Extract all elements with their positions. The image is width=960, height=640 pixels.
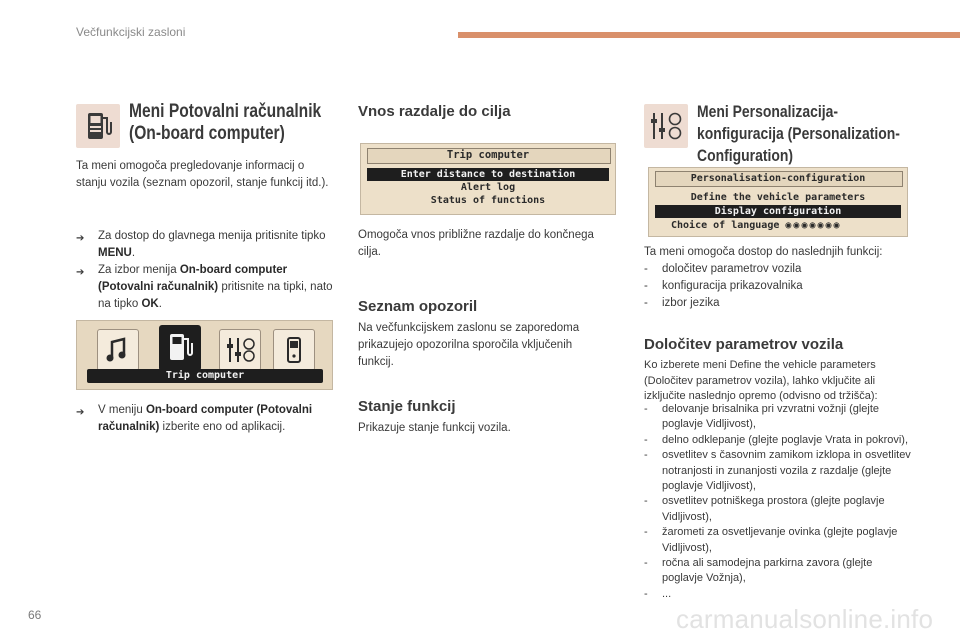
section-title: Večfunkcijski zasloni	[76, 25, 186, 39]
col1-instruction-3	[76, 402, 334, 436]
list-item: - določitev parametrov vozila	[644, 263, 802, 275]
list-item: - konfiguracija prikazovalnika	[644, 280, 803, 292]
menu-icon-phone[interactable]	[273, 329, 315, 371]
screen-title: Personalisation-configuration	[690, 173, 866, 184]
sliders-icon	[220, 330, 260, 370]
status-description: Prikazuje stanje funkcij vozila.	[358, 422, 511, 434]
language-flags-icon: ◉◉◉◉◉◉◉	[785, 220, 842, 231]
main-menu-label: Trip computer	[165, 370, 245, 381]
col1-title-line1: Meni Potovalni računalnik	[129, 101, 322, 122]
screen-row-selected[interactable]: Enter distance to destination	[367, 168, 609, 181]
trip-computer-icon-box	[76, 104, 120, 148]
vehicle-parameters-description: Ko izberete meni Define the vehicle parameters (Določitev parametrov vozila), lahko vključite ali izključite naslednjo opremo (odvisno od tržišča):	[644, 359, 878, 402]
main-menu-screen	[76, 320, 333, 390]
screen-row-language[interactable]: Choice of language ◉◉◉◉◉◉◉	[671, 220, 842, 231]
main-menu-label-bar	[87, 369, 323, 383]
heading-status: Stanje funkcij	[358, 398, 456, 415]
col3-title-line1: Meni Personalizacija-	[697, 102, 839, 121]
heading-vehicle-parameters: Določitev parametrov vozila	[644, 336, 844, 353]
functions-list	[644, 261, 914, 312]
col3-intro: Ta meni omogoča dostop do naslednjih funkcij:	[644, 246, 883, 258]
arrow-bullet-icon: ➔	[76, 267, 85, 278]
list-item: - izbor jezika	[644, 297, 720, 309]
screen-row[interactable]: Status of functions	[430, 195, 546, 206]
sliders-icon	[644, 104, 688, 148]
instruction-item: ➔ Za dostop do glavnega menija pritisnite tipko MENU.	[76, 228, 334, 262]
screen-row[interactable]: Alert log	[460, 182, 516, 193]
col3-title-line3: Configuration)	[697, 146, 794, 165]
col3-title	[697, 101, 945, 167]
page-number: 66	[28, 608, 42, 622]
heading-alert-log: Seznam opozoril	[358, 298, 478, 315]
menu-icon-audio[interactable]	[97, 329, 139, 371]
col1-instructions	[76, 228, 334, 313]
list-item: - delovanje brisalnika pri vzvratni vožnji (glejte poglavje Vidljivost),	[644, 403, 880, 431]
distance-description: Omogoča vnos približne razdalje do končnega cilja.	[358, 229, 594, 258]
arrow-bullet-icon: ➔	[76, 407, 85, 418]
instruction-item: ➔ Za izbor menija On-board computer (Potovalni računalnik) pritisnite na tipki, nato na tipko OK.	[76, 262, 334, 313]
col1-intro: Ta meni omogoča pregledovanje informacij o stanju vozila (seznam opozoril, stanje funkcij itd.).	[76, 160, 329, 189]
music-note-icon	[98, 330, 138, 370]
list-item: - ...	[644, 587, 672, 600]
list-item: - žarometi za osvetljevanje ovinka (glejte poglavje Vidljivost),	[644, 526, 898, 554]
menu-icon-trip-computer[interactable]	[159, 325, 201, 371]
screen-title: Trip computer	[446, 149, 530, 161]
heading-distance: Vnos razdalje do cilja	[358, 103, 511, 120]
trip-computer-screen	[360, 143, 616, 215]
personalisation-icon-box	[644, 104, 688, 148]
alert-log-description: Na večfunkcijskem zaslonu se zaporedoma prikazujejo opozorilna sporočila vključenih funkcij.	[358, 322, 580, 368]
arrow-bullet-icon: ➔	[76, 233, 85, 244]
watermark: carmanualsonline.info	[676, 604, 934, 634]
personalisation-screen	[648, 167, 908, 237]
fuel-pump-icon	[159, 325, 201, 371]
list-item: - delno odklepanje (glejte poglavje Vrata in pokrovi),	[644, 433, 909, 446]
header-accent-bar	[458, 32, 960, 38]
equipment-list	[644, 402, 916, 602]
mobile-phone-icon	[274, 330, 314, 370]
menu-icon-settings[interactable]	[219, 329, 261, 371]
fuel-pump-icon	[76, 104, 120, 148]
col1-title	[129, 101, 363, 145]
col3-title-line2: konfiguracija (Personalization-	[697, 124, 900, 143]
instruction-item: ➔ V meniju On-board computer (Potovalni računalnik) izberite eno od aplikacij.	[76, 402, 334, 436]
screen-row[interactable]: Define the vehicle parameters	[690, 192, 866, 203]
list-item: - osvetlitev s časovnim zamikom izklopa in osvetlitev notranjosti in zunanjosti vozila z razdalje (glejte poglavje Vidljivost),	[644, 449, 911, 493]
list-item: - ročna ali samodejna parkirna zavora (glejte poglavje Vožnja),	[644, 557, 873, 585]
col1-title-line2: (On-board computer)	[129, 123, 285, 144]
list-item: - osvetlitev potniškega prostora (glejte poglavje Vidljivost),	[644, 495, 885, 523]
screen-row-selected[interactable]: Display configuration	[655, 205, 901, 218]
